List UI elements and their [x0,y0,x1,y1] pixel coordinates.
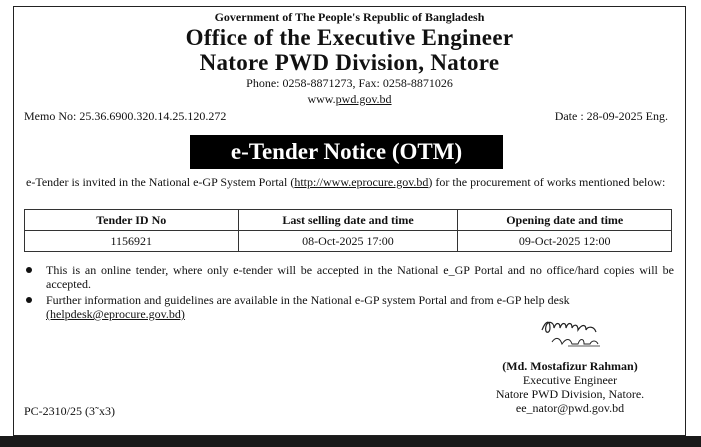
footer-code: PC-2310/25 (3˜x3) [24,404,115,418]
bullet-icon [26,267,32,273]
office-title: Office of the Executive Engineer [185,25,514,50]
cell-last-selling: 08-Oct-2025 17:00 [238,231,458,252]
bottom-bar [0,436,701,447]
signature-icon [538,316,610,356]
website [13,92,686,107]
intro-text-end: ) for the procurement of works mentioned below: [428,175,666,189]
signatory-email[interactable]: ee_nator@pwd.gov.bd [515,401,625,415]
notes-list [24,263,674,323]
signatory-title: Executive Engineer [522,373,618,387]
government-heading: Government of The People's Republic of Bangladesh [214,10,485,24]
signatory-division: Natore PWD Division, Natore. [495,387,645,401]
header-last-selling: Last selling date and time [238,210,458,231]
website-link[interactable]: pwd.gov.bd [335,92,392,106]
intro-paragraph [26,175,671,189]
header-tender-id: Tender ID No [25,210,239,231]
division-title: Natore PWD Division, Natore [199,50,500,75]
memo-date: Date : 28-09-2025 Eng. [554,109,668,123]
header-opening: Opening date and time [458,210,672,231]
table-header-row [25,210,672,231]
helpdesk-link[interactable]: (helpdesk@eprocure.gov.bd) [46,307,185,321]
phone-fax: Phone: 0258-8871273, Fax: 0258-8871026 [246,76,453,90]
note-further-info: Further information and guidelines are available in the National e-GP system Portal and from e-GP help desk [46,293,570,307]
website-prefix: www. [307,92,336,106]
notice-title-banner: e-Tender Notice (OTM) [190,135,503,169]
intro-text-start: e-Tender is invited in the National e-GP System Portal ( [26,175,295,189]
list-item [24,263,674,291]
eprocure-link[interactable]: http://www.eprocure.gov.bd [294,175,429,189]
note-online-tender: This is an online tender, where only e-tender will be accepted in the National e_GP Portal and no office/hard copies will be accepted. [46,263,674,291]
cell-opening: 09-Oct-2025 12:00 [458,231,672,252]
bullet-icon [26,297,32,303]
cell-tender-id: 1156921 [25,231,239,252]
signature-block [470,359,670,415]
signatory-name: (Md. Mostafizur Rahman) [502,359,638,373]
table-row [25,231,672,252]
memo-number: Memo No: 25.36.6900.320.14.25.120.272 [24,109,227,123]
tender-table [24,209,672,252]
